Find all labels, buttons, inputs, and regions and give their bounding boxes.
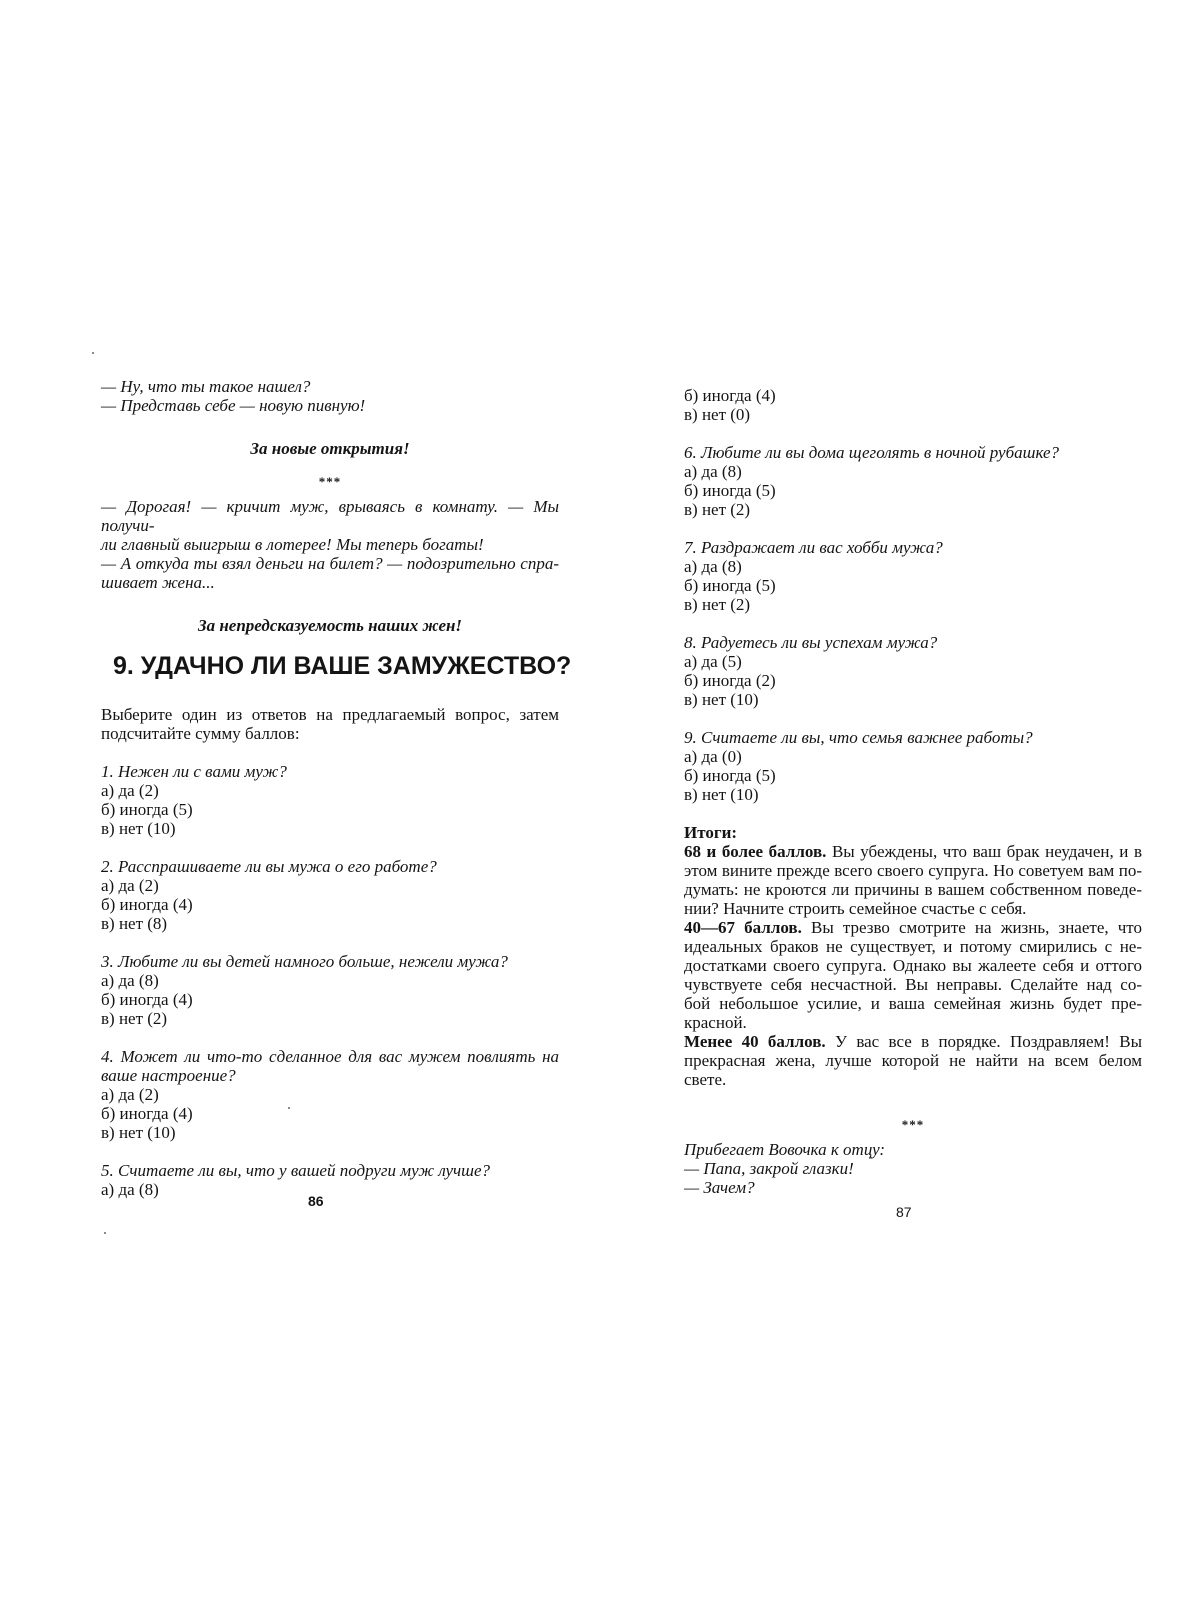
answer-option: б) иногда (4) xyxy=(684,386,776,405)
dialogue-line: — Дорогая! — кричит муж, врываясь в комнату. — Мы получи- xyxy=(101,497,559,535)
answer-option: в) нет (0) xyxy=(684,405,751,424)
answer-option: в) нет (10) xyxy=(684,690,759,709)
answer-option: а) да (2) xyxy=(101,781,159,800)
intro-line: Выберите один из ответов на предлагаемый вопрос, затем xyxy=(101,705,559,724)
closing-line: Прибегает Вовочка к отцу: xyxy=(684,1140,886,1159)
question-text: 2. Расспрашиваете ли вы мужа о его работе? xyxy=(101,857,437,876)
scan-speck xyxy=(288,1107,290,1109)
result-paragraph-line xyxy=(684,918,1142,937)
result-text: этом вините прежде всего своего супруга. Но советуем вам по- xyxy=(684,861,1142,880)
closing-line: — Папа, закрой глазки! xyxy=(684,1159,854,1178)
result-text: достатками своего супруга. Однако вы жалеете себя и оттого xyxy=(684,956,1142,975)
result-text: красной. xyxy=(684,1013,747,1032)
scan-speck xyxy=(104,1232,106,1234)
question-text: 8. Радуетесь ли вы успехам мужа? xyxy=(684,633,938,652)
answer-option: в) нет (2) xyxy=(101,1009,168,1028)
right-text-column xyxy=(684,386,1142,1197)
scan-speck xyxy=(92,352,94,354)
question-text: 6. Любите ли вы дома щеголять в ночной рубашке? xyxy=(684,443,1060,462)
question-text: 9. Считаете ли вы, что семья важнее работы? xyxy=(684,728,1033,747)
separator-stars: *** xyxy=(318,474,342,489)
section-heading: 9. УДАЧНО ЛИ ВАШЕ ЗАМУЖЕСТВО? xyxy=(113,652,572,680)
separator-stars: *** xyxy=(901,1117,925,1132)
dialogue-line: — А откуда ты взял деньги на билет? — подозрительно спра- xyxy=(101,554,559,573)
result-text: Вы трезво смотрите на жизнь, знаете, что xyxy=(801,918,1142,937)
result-text: бой небольшое усилие, и ваша семейная жизнь будет пре- xyxy=(684,994,1142,1013)
answer-option: б) иногда (2) xyxy=(684,671,776,690)
answer-option: в) нет (10) xyxy=(101,819,176,838)
toast-line: За новые открытия! xyxy=(250,439,410,458)
answer-option: б) иногда (5) xyxy=(684,481,776,500)
question-text: 3. Любите ли вы детей намного больше, нежели мужа? xyxy=(101,952,508,971)
page-number-right: 87 xyxy=(896,1204,912,1220)
result-text: идеальных браков не существует, и потому смирились с не- xyxy=(684,937,1142,956)
result-text: чувствуете себя несчастной. Вы неправы. Сделайте над со- xyxy=(684,975,1142,994)
answer-option: б) иногда (5) xyxy=(101,800,193,819)
answer-option: а) да (8) xyxy=(684,462,742,481)
question-text: 7. Раздражает ли вас хобби мужа? xyxy=(684,538,943,557)
dialogue-line: ли главный выигрыш в лотерее! Мы теперь богаты! xyxy=(101,535,484,554)
answer-option: в) нет (2) xyxy=(684,500,751,519)
question-text: ваше настроение? xyxy=(101,1066,236,1085)
left-text-column xyxy=(101,377,572,1199)
question-text: 1. Нежен ли с вами муж? xyxy=(101,762,287,781)
right-page xyxy=(600,0,1200,1600)
results-title: Итоги: xyxy=(684,823,738,842)
result-text: прекрасная жена, лучше которой не найти на всем белом xyxy=(684,1051,1142,1070)
answer-option: а) да (2) xyxy=(101,1085,159,1104)
question-text: 5. Считаете ли вы, что у вашей подруги муж лучше? xyxy=(101,1161,491,1180)
result-text: Вы убеждены, что ваш брак неудачен, и в xyxy=(826,842,1142,861)
answer-option: а) да (0) xyxy=(684,747,742,766)
dialogue-line: шивает жена... xyxy=(101,573,215,592)
result-paragraph-line xyxy=(684,842,1142,861)
page-number-left: 86 xyxy=(308,1193,324,1209)
intro-line: подсчитайте сумму баллов: xyxy=(101,724,300,743)
result-text: думать: не кроются ли причины в вашем собственном поведе- xyxy=(684,880,1142,899)
dialogue-line: — Ну, что ты такое нашел? xyxy=(101,377,311,396)
answer-option: в) нет (10) xyxy=(101,1123,176,1142)
answer-option: а) да (5) xyxy=(684,652,742,671)
answer-option: б) иногда (5) xyxy=(684,766,776,785)
answer-option: а) да (8) xyxy=(101,971,159,990)
toast-line: За непредсказуемость наших жен! xyxy=(197,616,463,635)
result-label: Менее 40 баллов. xyxy=(684,1032,826,1051)
result-label: 40—67 баллов. xyxy=(684,918,802,937)
answer-option: б) иногда (4) xyxy=(101,895,193,914)
result-text: свете. xyxy=(684,1070,727,1089)
answer-option: в) нет (10) xyxy=(684,785,759,804)
result-label: 68 и более баллов. xyxy=(684,842,827,861)
answer-option: б) иногда (4) xyxy=(101,990,193,1009)
closing-line: — Зачем? xyxy=(684,1178,755,1197)
answer-option: в) нет (8) xyxy=(101,914,168,933)
answer-option: в) нет (2) xyxy=(684,595,751,614)
answer-option: б) иногда (4) xyxy=(101,1104,193,1123)
answer-option: б) иногда (5) xyxy=(684,576,776,595)
question-text: 4. Может ли что-то сделанное для вас мужем повлиять на xyxy=(101,1047,559,1066)
dialogue-line: — Представь себе — новую пивную! xyxy=(101,396,366,415)
answer-option: а) да (8) xyxy=(684,557,742,576)
result-paragraph-line xyxy=(684,1032,1142,1051)
answer-option: а) да (2) xyxy=(101,876,159,895)
answer-option: а) да (8) xyxy=(101,1180,159,1199)
result-text: нии? Начните строить семейное счастье с себя. xyxy=(684,899,1027,918)
result-text: У вас все в порядке. Поздравляем! Вы xyxy=(825,1032,1143,1051)
